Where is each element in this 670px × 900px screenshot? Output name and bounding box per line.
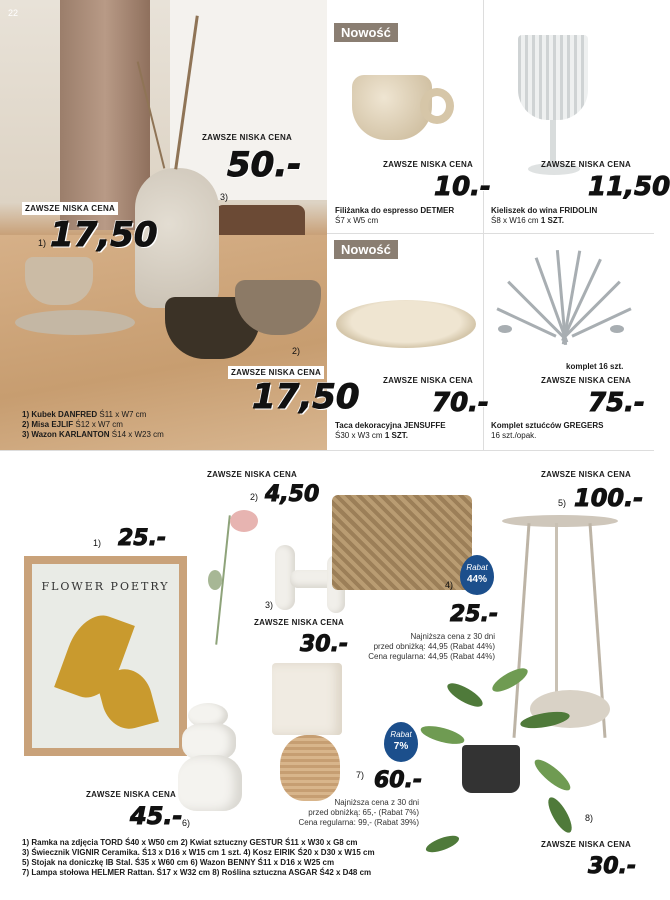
item-number: 7) (356, 770, 365, 780)
glass-description (491, 206, 651, 226)
artificial-plant (420, 668, 590, 858)
cutlery-image (490, 245, 630, 350)
item-number: 8) (585, 813, 594, 823)
item-number: 6) (182, 818, 191, 828)
item-number: 2) (292, 346, 301, 356)
item-number: 4) (445, 580, 454, 590)
divider (0, 450, 654, 451)
item-number: 2) (250, 492, 259, 502)
cup-handle (420, 88, 454, 124)
price-mug (50, 215, 158, 255)
always-low-label: ZAWSZE NISKA CENA (383, 160, 474, 169)
wine-glass-image (518, 35, 588, 120)
lamp-shade (272, 663, 342, 735)
photo-frame (24, 556, 187, 756)
flower-leaf (208, 570, 222, 590)
tray-name: Taca dekoracyjna JENSUFFE (335, 421, 446, 430)
footer-line: 5) Stojak na doniczkę IB Stal. Ś35 x W60 cm 6) Wazon BENNY Ś11 x D16 x W25 cm (22, 858, 335, 867)
always-low-label: ZAWSZE NISKA CENA (383, 376, 474, 385)
basket-image (332, 495, 472, 590)
footer-line: 1) Ramka na zdjęcia TORD Ś40 x W50 cm 2) Kwiat sztuczny GESTUR Ś11 x W30 x G8 cm (22, 838, 358, 847)
item-number: 1) (38, 238, 47, 248)
item-number: 3) (265, 600, 274, 610)
caption-line: 2) Misa EJLIF Ś12 x W7 cm (22, 420, 123, 429)
cutlery-sub: 16 szt./opak. (491, 431, 537, 440)
cup-dims: Ś7 x W5 cm (335, 216, 379, 225)
always-low-label: ZAWSZE NISKA CENA (22, 202, 118, 215)
always-low-label: ZAWSZE NISKA CENA (207, 470, 298, 479)
vase-benny-image (178, 703, 244, 813)
glass-qty: 1 SZT. (540, 216, 564, 225)
price-tray: 70.- (432, 388, 489, 418)
always-low-label: ZAWSZE NISKA CENA (86, 790, 177, 799)
price-bowl-value: 17,50 (252, 377, 360, 417)
always-low-label: ZAWSZE NISKA CENA (541, 470, 632, 479)
cutlery-name: Komplet sztućców GREGERS (491, 421, 604, 430)
cup-description (335, 206, 480, 226)
footer-line: 7) Lampa stołowa HELMER Rattan. Ś17 x W32 cm 8) Roślina sztuczna ASGAR Ś42 x D48 cm (22, 868, 372, 877)
price-bowl (252, 377, 360, 417)
price-candle: 30.- (300, 632, 349, 657)
price-cutlery: 75.- (588, 388, 645, 418)
mug-danfred (25, 257, 93, 305)
price-mug-value: 17,50 (50, 215, 158, 255)
basket-price-info: Najniższa cena z 30 dni przed obniżką: 44,95 (Rabat 44%) Cena regularna: 44,95 (Rabat 44%) (368, 632, 495, 661)
tray-description (335, 421, 480, 441)
always-low-label: ZAWSZE NISKA CENA (541, 376, 632, 385)
cutlery-set-label: komplet 16 szt. (566, 362, 624, 371)
tray-image (336, 300, 476, 348)
always-low-label: ZAWSZE NISKA CENA (541, 840, 632, 849)
price-frame: 25.- (118, 526, 167, 551)
product-list-footer (22, 838, 402, 878)
price-vase-benny: 45.- (130, 802, 183, 830)
leaf-art (95, 664, 159, 735)
price-glass: 11,50 (588, 172, 670, 202)
price-stand: 100.- (574, 484, 644, 512)
always-low-label: ZAWSZE NISKA CENA (202, 133, 293, 142)
page-number: 22 (8, 8, 19, 18)
lamp-price-info: Najniższa cena z 30 dni przed obniżką: 65,- (Rabat 7%) Cena regularna: 99,- (Rabat 39%) (298, 798, 419, 827)
new-badge: Nowość (334, 240, 398, 259)
item-number: 3) (220, 192, 229, 202)
discount-badge: Rabat 44% (460, 555, 494, 595)
price-lamp: 60.- (374, 768, 423, 793)
always-low-label: ZAWSZE NISKA CENA (254, 618, 345, 627)
poster-title: FLOWER POETRY (41, 580, 170, 593)
divider (327, 233, 654, 234)
flower-bloom (230, 510, 258, 532)
always-low-label: ZAWSZE NISKA CENA (541, 160, 632, 169)
glass-stem (550, 120, 556, 165)
footer-line: 3) Świecznik VIGNIR Ceramika. Ś13 x D16 x W15 cm 1 szt. 4) Kosz EIRIK Ś20 x D30 x W15 cm (22, 848, 375, 857)
glass-name: Kieliszek do wina FRIDOLIN (491, 206, 598, 215)
glass-dims: Ś8 x W16 cm (491, 216, 539, 225)
plate (15, 310, 135, 335)
tray-qty: 1 SZT. (384, 431, 408, 440)
item-number: 1) (93, 538, 102, 548)
caption-line: 3) Wazon KARLANTON Ś14 x W23 cm (22, 430, 164, 439)
price-flower: 4,50 (265, 482, 320, 507)
cup-name: Filiżanka do espresso DETMER (335, 206, 455, 215)
divider (483, 0, 484, 450)
item-number: 5) (558, 498, 567, 508)
price-plant: 30.- (588, 854, 637, 879)
caption-line: 1) Kubek DANFRED Ś11 x W7 cm (22, 410, 147, 419)
cutlery-description (491, 421, 651, 441)
price-vase: 50.- (227, 145, 302, 185)
tray-dims: Ś30 x W3 cm (335, 431, 383, 440)
new-badge: Nowość (334, 23, 398, 42)
poster (32, 564, 179, 748)
price-basket: 25.- (450, 602, 499, 627)
photo-captions (22, 410, 222, 440)
always-low-label: ZAWSZE NISKA CENA (228, 366, 324, 379)
price-cup: 10.- (434, 172, 491, 202)
discount-badge: Rabat 7% (384, 722, 418, 762)
lamp-base (280, 735, 340, 801)
